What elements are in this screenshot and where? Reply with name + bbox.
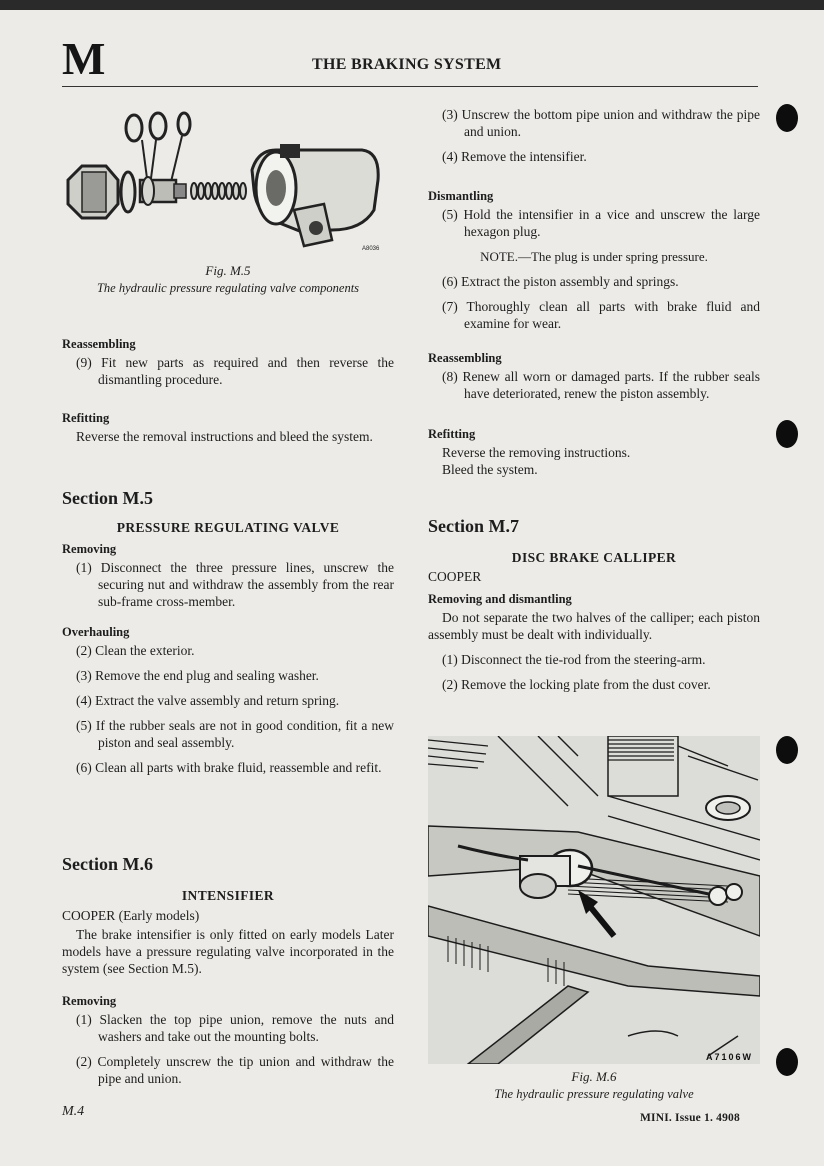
dismantling-block [428, 188, 760, 340]
refitting-block [62, 410, 394, 445]
subheading-overhauling: Overhauling [62, 625, 130, 639]
m6-step-1: (1) Slacken the top pipe union, remove the nuts and washers and take out the mounting bolts. [76, 1012, 394, 1044]
m7-subtitle: DISC BRAKE CALLIPER [511, 550, 677, 565]
spring-pressure-note: NOTE.—The plug is under spring pressure. [480, 249, 708, 264]
figure-m6 [428, 736, 760, 1068]
subheading-dismantling: Dismantling [428, 189, 494, 203]
m5-step-3: (3) Remove the end plug and sealing washer. [76, 668, 319, 683]
m6-continued [428, 106, 760, 173]
section-m7 [428, 518, 760, 701]
subheading-m6-removing: Removing [62, 994, 117, 1008]
right-reassembling-block [428, 350, 760, 410]
section-m6 [62, 856, 394, 1095]
section-title-m5: Section M.5 [62, 488, 153, 508]
m5-step-5: (5) If the rubber seals are not in good condition, fit a new piston and seal assembly. [76, 718, 394, 750]
page-number: M.4 [62, 1104, 85, 1119]
figure-m5 [62, 100, 394, 264]
section-title-m6: Section M.6 [62, 854, 153, 874]
m5-subtitle: PRESSURE REGULATING VALVE [116, 520, 340, 535]
m6-step-3: (3) Unscrew the bottom pipe union and withdraw the pipe and union. [442, 107, 760, 139]
subheading-right-refitting: Refitting [428, 427, 476, 441]
binder-hole [776, 104, 798, 132]
binder-hole [776, 420, 798, 448]
binder-hole [776, 736, 798, 764]
m6-step-2: (2) Completely unscrew the tip union and withdraw the pipe and union. [76, 1054, 394, 1086]
section-letter: M [62, 33, 105, 84]
m5-step-6: (6) Clean all parts with brake fluid, reassemble and refit. [76, 760, 382, 775]
m7-step-1: (1) Disconnect the tie-rod from the steering-arm. [442, 652, 706, 667]
refitting-line-1: Reverse the removing instructions. [442, 445, 631, 460]
m6-model: COOPER (Early models) [62, 908, 200, 923]
scan-top-edge [0, 0, 824, 10]
m6-intro: The brake intensifier is only fitted on early models Later models have a pressure regulating valve incorporated in the system (see Section M.5). [62, 927, 394, 976]
subheading-removing: Removing [62, 542, 117, 556]
fig-m5-caption: The hydraulic pressure regulating valve components [96, 281, 360, 295]
section-m5 [62, 490, 394, 784]
refitting-line-2: Bleed the system. [442, 462, 538, 477]
valve-components-illustration [62, 100, 394, 260]
fig-m5-code: A8036 [362, 246, 380, 252]
m6-step-8: (8) Renew all worn or damaged parts. If the rubber seals have deteriorated, renew the piston assembly. [442, 369, 760, 401]
subheading-reassembling: Reassembling [62, 337, 136, 351]
reassembling-block [62, 336, 394, 396]
m5-step-4: (4) Extract the valve assembly and return spring. [76, 693, 340, 708]
fig-m6-caption: The hydraulic pressure regulating valve [494, 1087, 694, 1101]
fig-m6-code: A7106W [706, 1052, 754, 1062]
fig-m5-label: Fig. M.5 [205, 263, 251, 278]
header-rule [62, 86, 758, 87]
running-title: THE BRAKING SYSTEM [312, 56, 502, 73]
binder-hole [776, 1048, 798, 1076]
subheading-m7-removing: Removing and dismantling [428, 592, 572, 606]
m7-step-2: (2) Remove the locking plate from the dust cover. [442, 677, 711, 692]
m6-step-6: (6) Extract the piston assembly and springs. [442, 274, 679, 289]
subheading-right-reassembling: Reassembling [428, 351, 502, 365]
m7-model: COOPER [428, 569, 482, 584]
m5-step-2: (2) Clean the exterior. [76, 643, 195, 658]
refitting-text: Reverse the removal instructions and bleed the system. [76, 429, 373, 444]
section-title-m7: Section M.7 [428, 516, 519, 536]
m7-intro: Do not separate the two halves of the calliper; each piston assembly must be dealt with individually. [428, 610, 760, 642]
m6-step-5: (5) Hold the intensifier in a vice and unscrew the large hexagon plug. [442, 207, 760, 239]
issue-info: MINI. Issue 1. 4908 [640, 1112, 740, 1124]
subheading-refitting: Refitting [62, 411, 110, 425]
m5-step-1: (1) Disconnect the three pressure lines, unscrew the securing nut and withdraw the assembly from the rear sub-frame cross-member. [76, 560, 394, 609]
m6-step-4: (4) Remove the intensifier. [442, 149, 587, 164]
m6-step-7: (7) Thoroughly clean all parts with brake fluid and examine for wear. [442, 299, 760, 331]
right-refitting-block [428, 426, 760, 478]
calliper-photo-illustration [428, 736, 760, 1064]
fig-m6-label: Fig. M.6 [571, 1069, 617, 1084]
step-9: (9) Fit new parts as required and then reverse the dismantling procedure. [76, 355, 394, 387]
m6-subtitle: INTENSIFIER [181, 888, 275, 903]
